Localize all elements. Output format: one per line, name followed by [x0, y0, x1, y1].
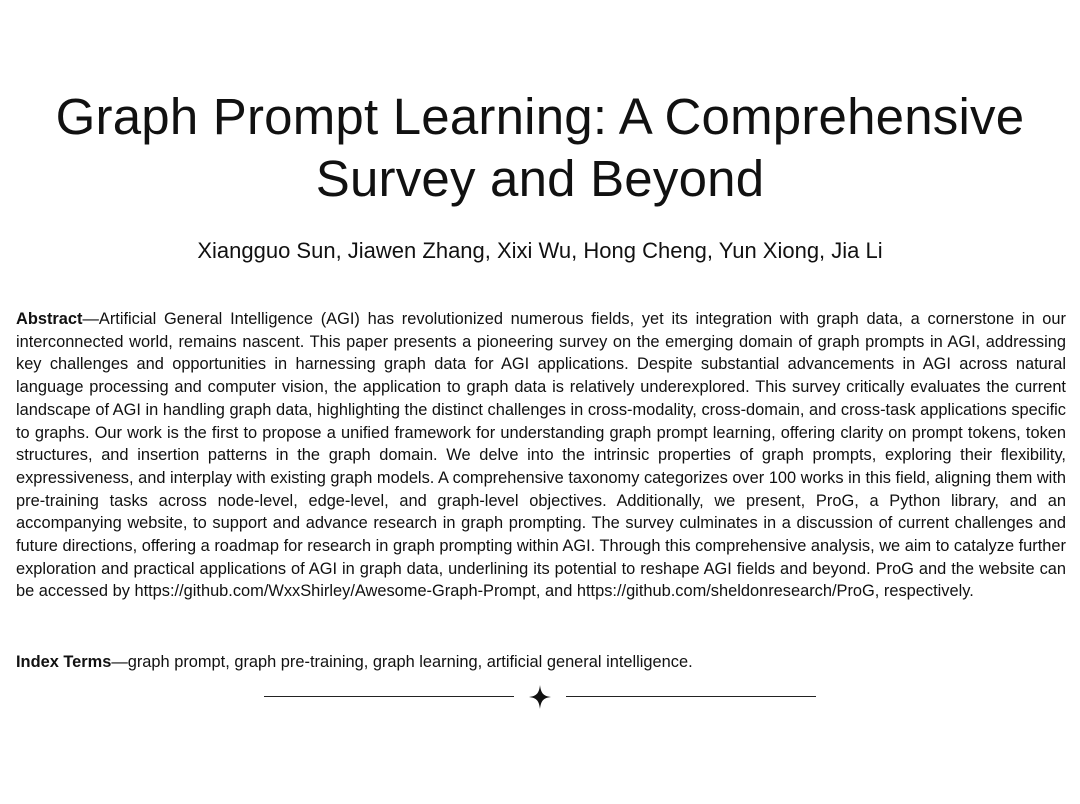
abstract-label: Abstract — [16, 310, 83, 328]
section-divider — [264, 684, 816, 710]
abstract-text: —Artificial General Intelligence (AGI) has revolutionized numerous fields, yet its integration with graph data, a cornerstone in our interconnected world, remains nascent. This paper presents a pioneering survey on the emerging domain of graph prompts in AGI, addressing key challenges and opportunities in harnessing graph data for AGI applications. Despite substantial advancements in AGI across natural language processing and computer vision, the application to graph data is relatively underexplored. This survey critically evaluates the current landscape of AGI in handling graph data, highlighting the distinct challenges in cross-modality, cross-domain, and cross-task applications specific to graphs. Our work is the first to propose a unified framework for understanding graph prompt learning, offering clarity on prompt tokens, token structures, and insertion patterns in the graph domain. We delve into the intrinsic properties of graph prompts, exploring their flexibility, expressiveness, and interplay with existing graph models. A comprehensive taxonomy categorizes over 100 works in this field, aligning them with pre-training tasks across node-level, edge-level, and graph-level objectives. Additionally, we present, ProG, a Python library, and an accompanying website, to support and advance research in graph prompting. The survey culminates in a discussion of current challenges and future directions, offering a roadmap for research in graph prompting within AGI. Through this comprehensive analysis, we aim to catalyze further exploration and practical applications of AGI in graph data, underlining its potential to reshape AGI fields and beyond. ProG and the website can be accessed by https://github.com/WxxShirley/Awesome-Graph-Prompt, and https://github.com/sheldonresearch/ProG, respectively. — [16, 310, 1066, 601]
divider-rule-left — [264, 696, 514, 697]
abstract-paragraph — [16, 308, 1066, 603]
index-terms-label: Index Terms — [16, 653, 112, 671]
index-terms-paragraph — [16, 651, 1066, 674]
paper-title: Graph Prompt Learning: A Comprehensive Survey and Beyond — [55, 88, 1025, 207]
index-terms-text: —graph prompt, graph pre-training, graph learning, artificial general intelligence. — [111, 653, 693, 671]
author-list: Xiangguo Sun, Jiawen Zhang, Xixi Wu, Hong Cheng, Yun Xiong, Jia Li — [197, 238, 883, 263]
four-point-star-icon — [528, 684, 552, 710]
divider-rule-right — [566, 696, 816, 697]
